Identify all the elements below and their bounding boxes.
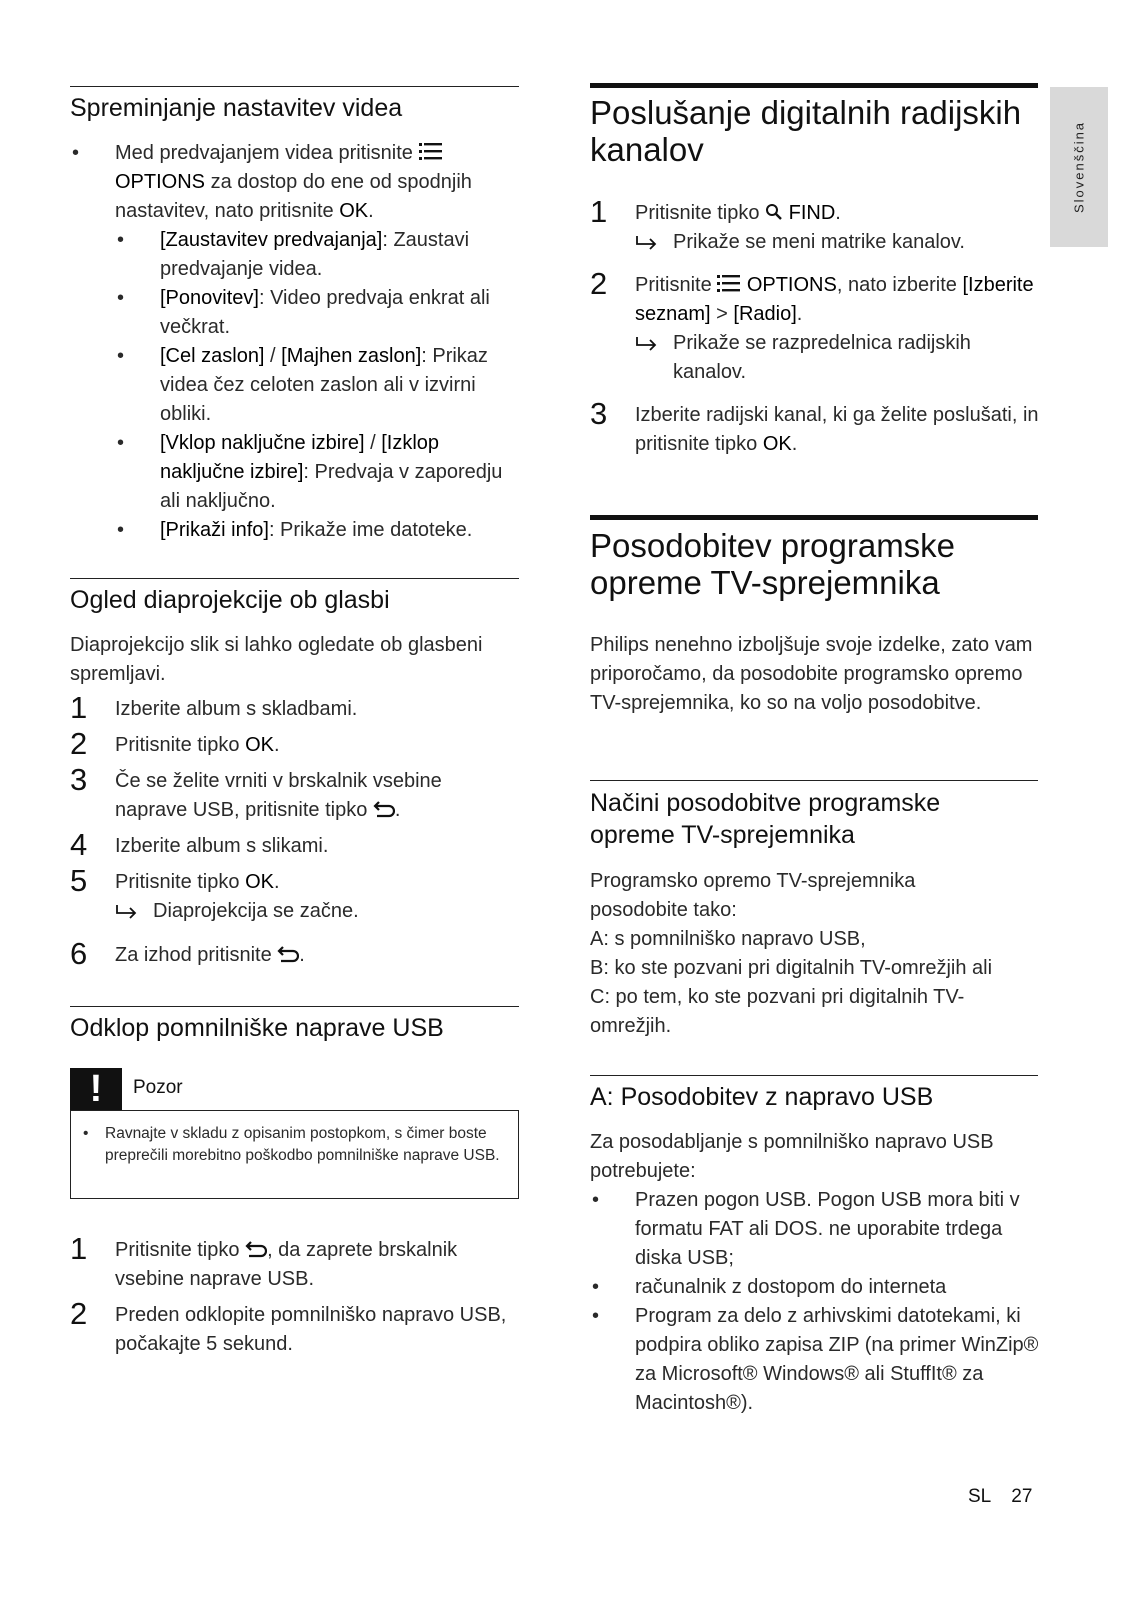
option-name: [Izberite seznam] (635, 274, 1034, 325)
divider (590, 1075, 1038, 1076)
step-text: Izberite radijski kanal, ki ga želite poslušati, in pritisnite tipko (635, 404, 1039, 455)
step-number: 6 (70, 936, 88, 971)
divider (590, 780, 1038, 781)
back-icon (277, 943, 299, 963)
step (70, 863, 519, 926)
list-item (115, 429, 519, 516)
exclamation-icon: ! (70, 1068, 122, 1111)
text: : Prikaz videa čez celoten zaslon ali v izvirni obliki. (160, 345, 488, 425)
option-name: [Radio] (733, 303, 797, 325)
section-title-software-update: Posodobitev programske opreme TV-sprejemnika (590, 527, 956, 601)
option-name: [Ponovitev] (160, 287, 259, 309)
key-label: OK (762, 433, 792, 455)
paragraph: Philips nenehno izboljšuje svoje izdelke, zato vam priporočamo, da posodobite programsko opremo TV-sprejemnika, ko so na voljo posodobitve. (590, 634, 1033, 714)
step-result (115, 897, 519, 926)
step (70, 936, 519, 971)
step-text: Pritisnite (635, 274, 718, 296)
back-icon (373, 798, 395, 818)
divider (590, 83, 1038, 88)
options-icon (717, 273, 741, 293)
intro-text: Za posodabljanje s pomnilniško napravo USB potrebujete: (590, 1131, 994, 1182)
step (70, 1231, 519, 1294)
step-text: Pritisnite tipko (115, 871, 246, 893)
step-number: 1 (70, 1231, 88, 1266)
text: . (368, 200, 374, 222)
text: . (796, 303, 803, 325)
step (70, 827, 519, 862)
list-item: • računalnik z dostopom do interneta (590, 1273, 1039, 1302)
key-label: OK (245, 734, 274, 756)
list-item (115, 516, 519, 545)
language-code: SL (968, 1486, 992, 1507)
step (590, 266, 1039, 387)
caution-title: Pozor (133, 1077, 183, 1098)
caution-header (70, 1068, 519, 1111)
section-title-radio: Poslušanje digitalnih radijskih kanalov (590, 94, 1022, 168)
result-text: Diaprojekcija se začne. (153, 900, 359, 922)
step-number: 1 (70, 690, 88, 725)
result-text: Prikaže se razpredelnica radijskih kanalov. (673, 332, 971, 383)
text: . (273, 871, 280, 893)
key-label: FIND (788, 202, 836, 224)
page-number: 27 (1011, 1486, 1033, 1507)
result-text: Prikaže se meni matrike kanalov. (673, 231, 965, 253)
option-name: [Vklop naključne izbire] (160, 432, 365, 454)
key-label: OK (339, 200, 369, 222)
step-text: Izberite album s skladbami. (115, 698, 358, 720)
step-text: Pritisnite tipko (115, 734, 246, 756)
section-title-slideshow: Ogled diaprojekcije ob glasbi (70, 586, 390, 614)
step-number: 1 (590, 194, 608, 229)
option-name: [Zaustavitev predvajanja] (160, 229, 383, 251)
divider (70, 578, 519, 579)
step-text: Za izhod pritisnite (115, 944, 278, 966)
section-title-video-settings: Spreminjanje nastavitev videa (70, 94, 403, 122)
search-icon (765, 203, 783, 221)
section-title-usb-removal: Odklop pomnilniške naprave USB (70, 1014, 444, 1042)
step (70, 1296, 519, 1359)
text: za dostop do ene od spodnjih nastavitev, nato pritisnite (115, 171, 472, 222)
section-software-update (590, 631, 1039, 718)
step-result (635, 228, 1039, 257)
step-number: 3 (590, 396, 608, 431)
step (70, 762, 519, 825)
divider (590, 515, 1038, 520)
step (70, 690, 519, 725)
step-number: 2 (70, 1296, 88, 1331)
list-item: • Prazen pogon USB. Pogon USB mora biti v formatu FAT ali DOS. ne uporabite trdega diska USB; (590, 1186, 1039, 1273)
key-label: OPTIONS (746, 274, 837, 296)
step-text: Izberite album s slikami. (115, 835, 329, 857)
step-number: 3 (70, 762, 88, 797)
text: : Video predvaja enkrat ali večkrat. (160, 287, 490, 338)
caution-text: • Ravnajte v skladu z opisanim postopkom, s čimer boste preprečili morebitno poškodbo pomnilniške naprave USB. (81, 1123, 508, 1167)
step-text: Preden odklopite pomnilniško napravo USB, počakajte 5 sekund. (115, 1304, 507, 1355)
step (70, 726, 519, 761)
options-icon (419, 141, 443, 161)
paragraph: C: po tem, ko ste pozvani pri digitalnih TV-omrežjih. (590, 986, 965, 1037)
text: Med predvajanjem videa pritisnite (115, 142, 419, 164)
list-item (115, 226, 519, 284)
text: . (299, 944, 305, 966)
list-item (70, 139, 519, 545)
option-name: [Izklop naključne izbire] (160, 432, 440, 483)
section-slideshow (70, 631, 519, 970)
result-arrow-icon (635, 335, 657, 355)
paragraph: A: s pomnilniško napravo USB, (590, 928, 866, 950)
result-arrow-icon (115, 903, 137, 923)
step-text: Pritisnite tipko (115, 1239, 246, 1261)
section-video-settings (70, 139, 519, 545)
section-title-update-methods: Načini posodobitve programske opreme TV-sprejemnika (590, 789, 941, 849)
section-usb-removal-steps (70, 1229, 519, 1359)
step-number: 2 (590, 266, 608, 301)
text: : Predvaja v zaporedju ali naključno. (160, 461, 503, 512)
step-text: Pritisnite tipko (635, 202, 766, 224)
step-result (635, 329, 1039, 387)
text: / (364, 432, 382, 454)
section-title-usb-update: A: Posodobitev z napravo USB (590, 1083, 934, 1111)
text: : Zaustavi predvajanje videa. (160, 229, 470, 280)
text: , da zaprete brskalnik vsebine naprave USB. (115, 1239, 458, 1290)
language-tab (1050, 87, 1108, 247)
step-number: 2 (70, 726, 88, 761)
step (590, 194, 1039, 257)
page-footer (968, 1486, 1032, 1508)
back-icon (245, 1238, 267, 1258)
text: / (264, 345, 282, 367)
section-radio (590, 194, 1039, 459)
text: . (394, 799, 401, 821)
option-name: [Majhen zaslon] (281, 345, 422, 367)
text: . (835, 202, 841, 224)
paragraph: Programsko opremo TV-sprejemnika posodobite tako: (590, 870, 916, 921)
intro-text: Diaprojekcijo slik si lahko ogledate ob glasbeni spremljavi. (70, 634, 483, 685)
option-name: [Prikaži info] (160, 519, 269, 541)
step (590, 396, 1039, 459)
section-update-methods (590, 867, 1010, 1041)
result-arrow-icon (635, 234, 657, 254)
step-number: 4 (70, 827, 88, 862)
key-label: OPTIONS (115, 171, 206, 193)
text: > (710, 303, 734, 325)
section-usb-update (590, 1128, 1039, 1418)
list-item: • Program za delo z arhivskimi datotekami, ki podpira obliko zapisa ZIP (na primer WinZip® za Microsoft® Windows® ali StuffIt® za Macintosh®). (590, 1302, 1039, 1418)
list-item (115, 284, 519, 342)
step-number: 5 (70, 863, 88, 898)
paragraph: B: ko ste pozvani pri digitalnih TV-omrežjih ali (590, 957, 993, 979)
caution-box (70, 1110, 519, 1199)
key-label: OK (245, 871, 274, 893)
option-name: [Cel zaslon] (160, 345, 265, 367)
divider (70, 1006, 519, 1007)
divider (70, 86, 519, 87)
list-item (115, 342, 519, 429)
text: , nato izberite (836, 274, 963, 296)
text: . (791, 433, 798, 455)
language-tab-label: Slovenščina (1071, 120, 1087, 214)
text: . (273, 734, 280, 756)
step-text: Če se želite vrniti v brskalnik vsebine naprave USB, pritisnite tipko (115, 770, 442, 821)
text: : Prikaže ime datoteke. (268, 519, 473, 541)
